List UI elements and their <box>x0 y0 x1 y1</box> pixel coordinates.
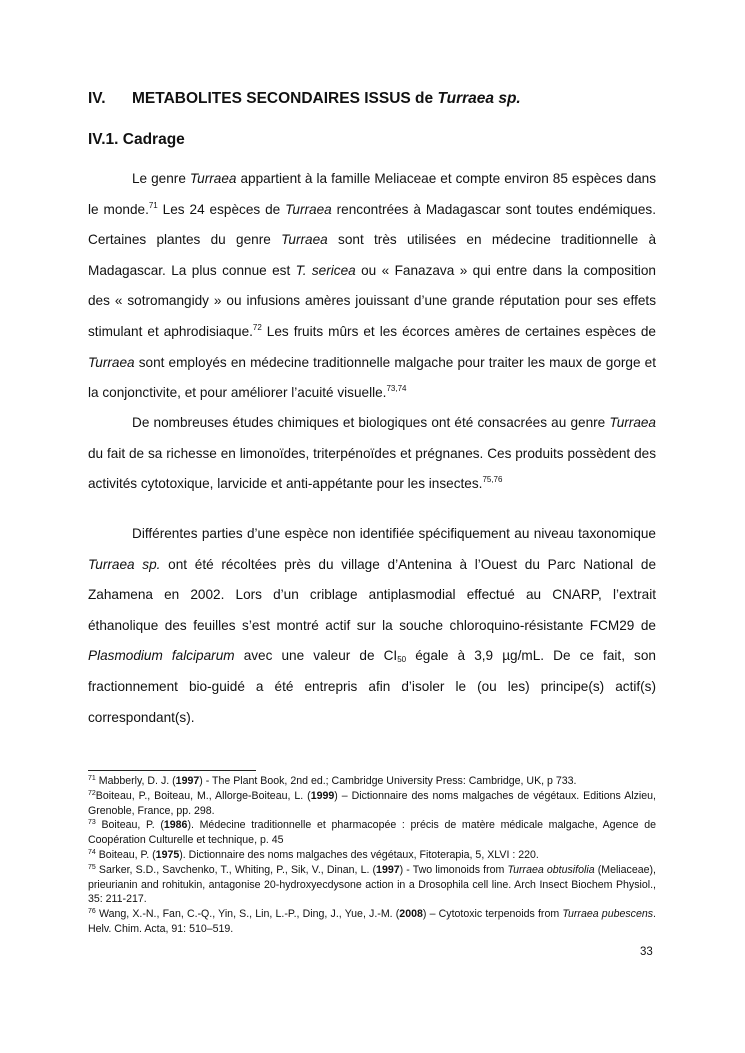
footnote-ref-72[interactable]: 72 <box>252 322 262 332</box>
italic-taxon: Turraea <box>88 354 135 370</box>
text-span: Boiteau, P., Boiteau, M., Allorge-Boiteau, L. ( <box>95 789 311 802</box>
footnote-ref-75-76[interactable]: 75,76 <box>482 475 503 485</box>
italic-taxon: Turraea obtusifolia <box>507 863 595 876</box>
italic-taxon: Turraea <box>281 232 328 248</box>
footnote-71 <box>88 774 656 789</box>
page-number: 33 <box>640 946 653 958</box>
text-span: De nombreuses études chimiques et biologiques ont été consacrées au genre <box>132 415 610 430</box>
footnote-72 <box>88 789 656 819</box>
chapter-title: METABOLITES SECONDAIRES ISSUS de <box>132 90 438 107</box>
footnote-year: 1986 <box>163 819 188 832</box>
text-span: Le genre <box>132 171 190 186</box>
footnote-number: 72 <box>88 789 96 797</box>
footnote-separator <box>88 770 256 771</box>
footnote-year: 1997 <box>376 863 400 876</box>
footnote-74 <box>88 848 656 863</box>
footnote-73 <box>88 818 656 848</box>
section-heading: IV.1. Cadrage <box>88 131 185 148</box>
footnote-year: 1997 <box>175 775 200 787</box>
italic-taxon: Turraea <box>189 171 237 186</box>
text-span: Différentes parties d’une espèce non identifiée spécifiquement au niveau taxonomique <box>132 526 656 541</box>
text-span: Sarker, S.D., Savchenko, T., Whiting, P., Sik, V., Dinan, L. ( <box>95 863 377 876</box>
text-span: Boiteau, P. ( <box>95 848 156 861</box>
text-span: appartient à la famille Meliaceae et compte environ 85 espèces dans le monde. <box>88 171 656 217</box>
text-span: ) - The Plant Book, 2nd ed.; Cambridge University Press: Cambridge, UK, p 733. <box>199 775 577 787</box>
text-span: Les 24 espèces de <box>157 201 286 217</box>
footnote-76 <box>88 907 656 937</box>
footnote-ref-71[interactable]: 71 <box>148 200 158 210</box>
italic-taxon: Turraea <box>285 201 332 217</box>
footnotes <box>88 774 656 937</box>
footnote-number: 73 <box>88 819 96 827</box>
italic-taxon: Turraea <box>609 415 656 430</box>
footnote-number: 74 <box>88 848 96 856</box>
text-span: . Helv. Chim. Acta, 91: 510–519. <box>88 908 656 935</box>
paragraph-cadrage-2 <box>88 408 656 500</box>
italic-taxon: Turraea pubescens <box>562 908 654 921</box>
paragraph-cadrage-3 <box>88 519 656 733</box>
footnote-ref-73-74[interactable]: 73,74 <box>386 384 407 394</box>
chapter-number: IV. <box>88 90 106 107</box>
footnote-year: 1975 <box>155 848 180 861</box>
paragraph-cadrage-1 <box>88 164 656 409</box>
text-span: égale à 3,9 µg/mL. De ce fait, son fractionnement bio-guidé a été entrepris afin d’isoler le (ou les) principe(s) actif(s) correspondant(s). <box>88 648 656 725</box>
text-span: Mabberly, D. J. ( <box>95 775 176 787</box>
chapter-heading <box>88 90 521 108</box>
text-span: rencontrées à Madagascar sont toutes endémiques. Certaines plantes du genre <box>88 201 656 248</box>
footnote-number: 75 <box>88 863 96 871</box>
chapter-title-genus: Turraea sp. <box>437 90 521 107</box>
text-span: Les fruits mûrs et les écorces amères de certaines espèces de <box>261 323 656 339</box>
footnote-75 <box>88 863 656 907</box>
footnote-number: 71 <box>88 775 96 782</box>
text-span: ). Dictionnaire des noms malgaches des végétaux, Fitoterapia, 5, XLVI : 220. <box>179 848 539 861</box>
text-span: Boiteau, P. ( <box>95 819 164 832</box>
footnote-number: 76 <box>88 908 96 916</box>
ic50-subscript: 50 <box>397 655 407 665</box>
italic-taxon: Plasmodium falciparum <box>88 648 235 664</box>
text-span: avec une valeur de CI <box>234 648 398 664</box>
footnote-year: 2008 <box>399 908 423 921</box>
text-span: ou « Fanazava » qui entre dans la composition des « sotromangidy » ou infusions amères jouissant d’une grande réputation pour ses effets stimulant et aphrodisiaque. <box>88 262 656 339</box>
italic-taxon: T. sericea <box>295 262 356 278</box>
text-span: Wang, X.-N., Fan, C.-Q., Yin, S., Lin, L.-P., Ding, J., Yue, J.-M. ( <box>95 908 400 921</box>
text-span: ). Médecine traditionnelle et pharmacopée : précis de matère médicale malgache, Agence de Coopération Culturelle et technique, p. 45 <box>88 819 656 847</box>
text-span: sont très utilisées en médecine traditionnelle à Madagascar. La plus connue est <box>88 232 657 278</box>
italic-taxon: Turraea sp. <box>88 556 161 572</box>
text-span: sont employés en médecine traditionnelle malgache pour traiter les maux de gorge et la conjonctivite, et pour améliorer l’acuité visuelle. <box>88 354 656 401</box>
text-span: (Meliaceae), prieurianin and rohitukin, antagonise 20-hydroxyecdysone action in a Drosophila cell line. Arch Insect Biochem Physiol., 35: 211-217. <box>88 863 656 906</box>
footnote-year: 1999 <box>310 789 335 802</box>
text-span: ont été récoltées près du village d’Antenina à l’Ouest du Parc National de Zahamena en 2002. Lors d’un criblage antiplasmodial effectué au CNARP, l’extrait éthanolique des feuilles s’est montré actif sur la souche chloroquino-résistante FCM29 de <box>88 556 657 633</box>
text-span: ) – Cytotoxic terpenoids from <box>422 908 563 921</box>
text-span: ) – Dictionnaire des noms malgaches de végétaux. Editions Alzieu, Grenoble, France, pp. 298. <box>88 789 656 817</box>
text-span: ) - Two limonoids from <box>399 863 508 876</box>
text-span: du fait de sa richesse en limonoïdes, triterpénoïdes et prégnanes. Ces produits possèdent des activités cytotoxique, larvicide et anti-appétante pour les insectes. <box>88 445 656 492</box>
